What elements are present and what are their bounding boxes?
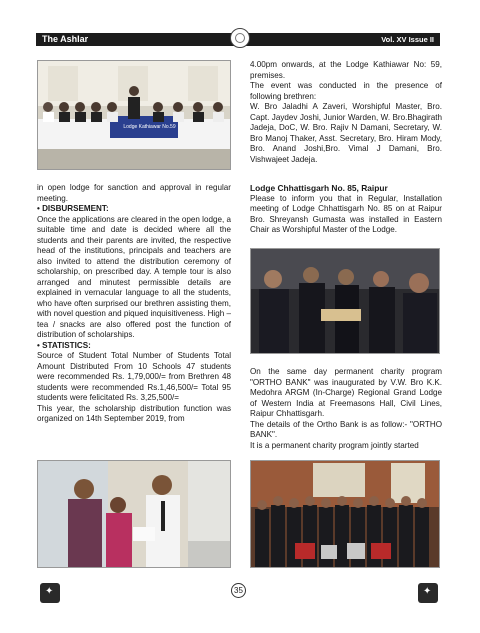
statistics-text: Source of Student Total Number of Students Total Amount Distributed From 10 Schools 47 students were recommended Rs. 1,79,000/= from Brethren 48 students were recommended Rs.1,46,500/= Total 95 students were felicitated Rs. 3,25,500/= [37, 351, 231, 402]
closing-text: This year, the scholarship distribution function was organized on 14th September 2019, from [37, 403, 231, 423]
volume-issue: Vol. XV Issue II [381, 35, 434, 44]
brethren-list: W. Bro Jaladhi A Zaveri, Worshipful Master, Bro. Capt. Jaydev Joshi, Junior Warden, W. Bro.Bhagirath Jadeja, DoC, W. Bro. Rajiv N Damani, Secretary, W. Bro Manoj Thaker, Asst. Secretary, Bro. Hiram Mody, Bro. Anand Joshi,Bro. Vimal J Damani, Bro. Vishwajeet Jadeja. [250, 102, 442, 164]
ortho-bank-details: The details of the Ortho Bank is as follow:- "ORTHO BANK". [250, 419, 442, 439]
magazine-title: The Ashlar [42, 34, 89, 44]
right-column-lodge [250, 183, 442, 236]
ortho-bank-closing: It is a permanent charity program jointly started [250, 440, 419, 450]
lodge-banner-text: Lodge Kathiawar No.59 [123, 124, 176, 130]
intro-text: in open lodge for sanction and approval in regular meeting. [37, 183, 231, 203]
lodge-chhattisgarh-heading: Lodge Chhattisgarh No. 85, Raipur [250, 183, 388, 193]
photo-distribution-illustration [38, 461, 231, 568]
footer-left-emblem-icon [40, 583, 60, 603]
photo-dais-illustration [38, 61, 231, 170]
presence-text: The event was conducted in the presence of following brethren: [250, 81, 442, 101]
statistics-heading: • STATISTICS: [37, 340, 91, 350]
masonic-logo-icon [230, 28, 250, 48]
page-number: 35 [231, 583, 246, 598]
right-column-bottom [250, 367, 442, 451]
photo-ortho-bank-group [250, 460, 440, 568]
left-column [37, 183, 231, 425]
photo-lodge-kathiawar [37, 60, 231, 170]
continuation-text: 4.00pm onwards, at the Lodge Kathiawar No: 59, premises. [250, 60, 442, 80]
disbursement-heading: • DISBURSEMENT: [37, 204, 109, 213]
photo-lodge-chhattisgarh [250, 248, 440, 354]
photo-scholarship-distribution [37, 460, 231, 568]
photo-group-illustration [251, 461, 440, 568]
lodge-installation-text: Please to inform you that in Regular, Installation meeting of Lodge Chhattisgarh No. 85 on at Raipur Bro. Shreyansh Gumasta was installed in Eastern Chair as Worshipful Master of the Lodge. [250, 193, 442, 234]
ortho-bank-text: On the same day permanent charity program "ORTHO BANK" was inaugurated by V.W. Bro K.K. Medohra ARGM (In-Charge) Regional Grand Lodge of Western India at Freemasons Hall, Civil Lines, Raipur Chhattisgarh. [250, 367, 442, 418]
disbursement-text: Once the applications are cleared in the open lodge, a suitable time and date is decided where all the students and their parents are invited, the respective head of the institutions, principals and teachers are also invited to attend the distribution ceremony of scholarship, on prescribed day. A temple tour is also arranged and minutest permissible details are explained in vernacular language to all the students, who have often surprised our brethren assisting them, with novel question and piqued inquisitiveness. High – tea / snacks are also offered post the function of distribution of scholarships. [37, 214, 231, 339]
photo-installation-illustration [251, 249, 440, 354]
right-column-top [250, 60, 442, 165]
footer-right-emblem-icon [418, 583, 438, 603]
